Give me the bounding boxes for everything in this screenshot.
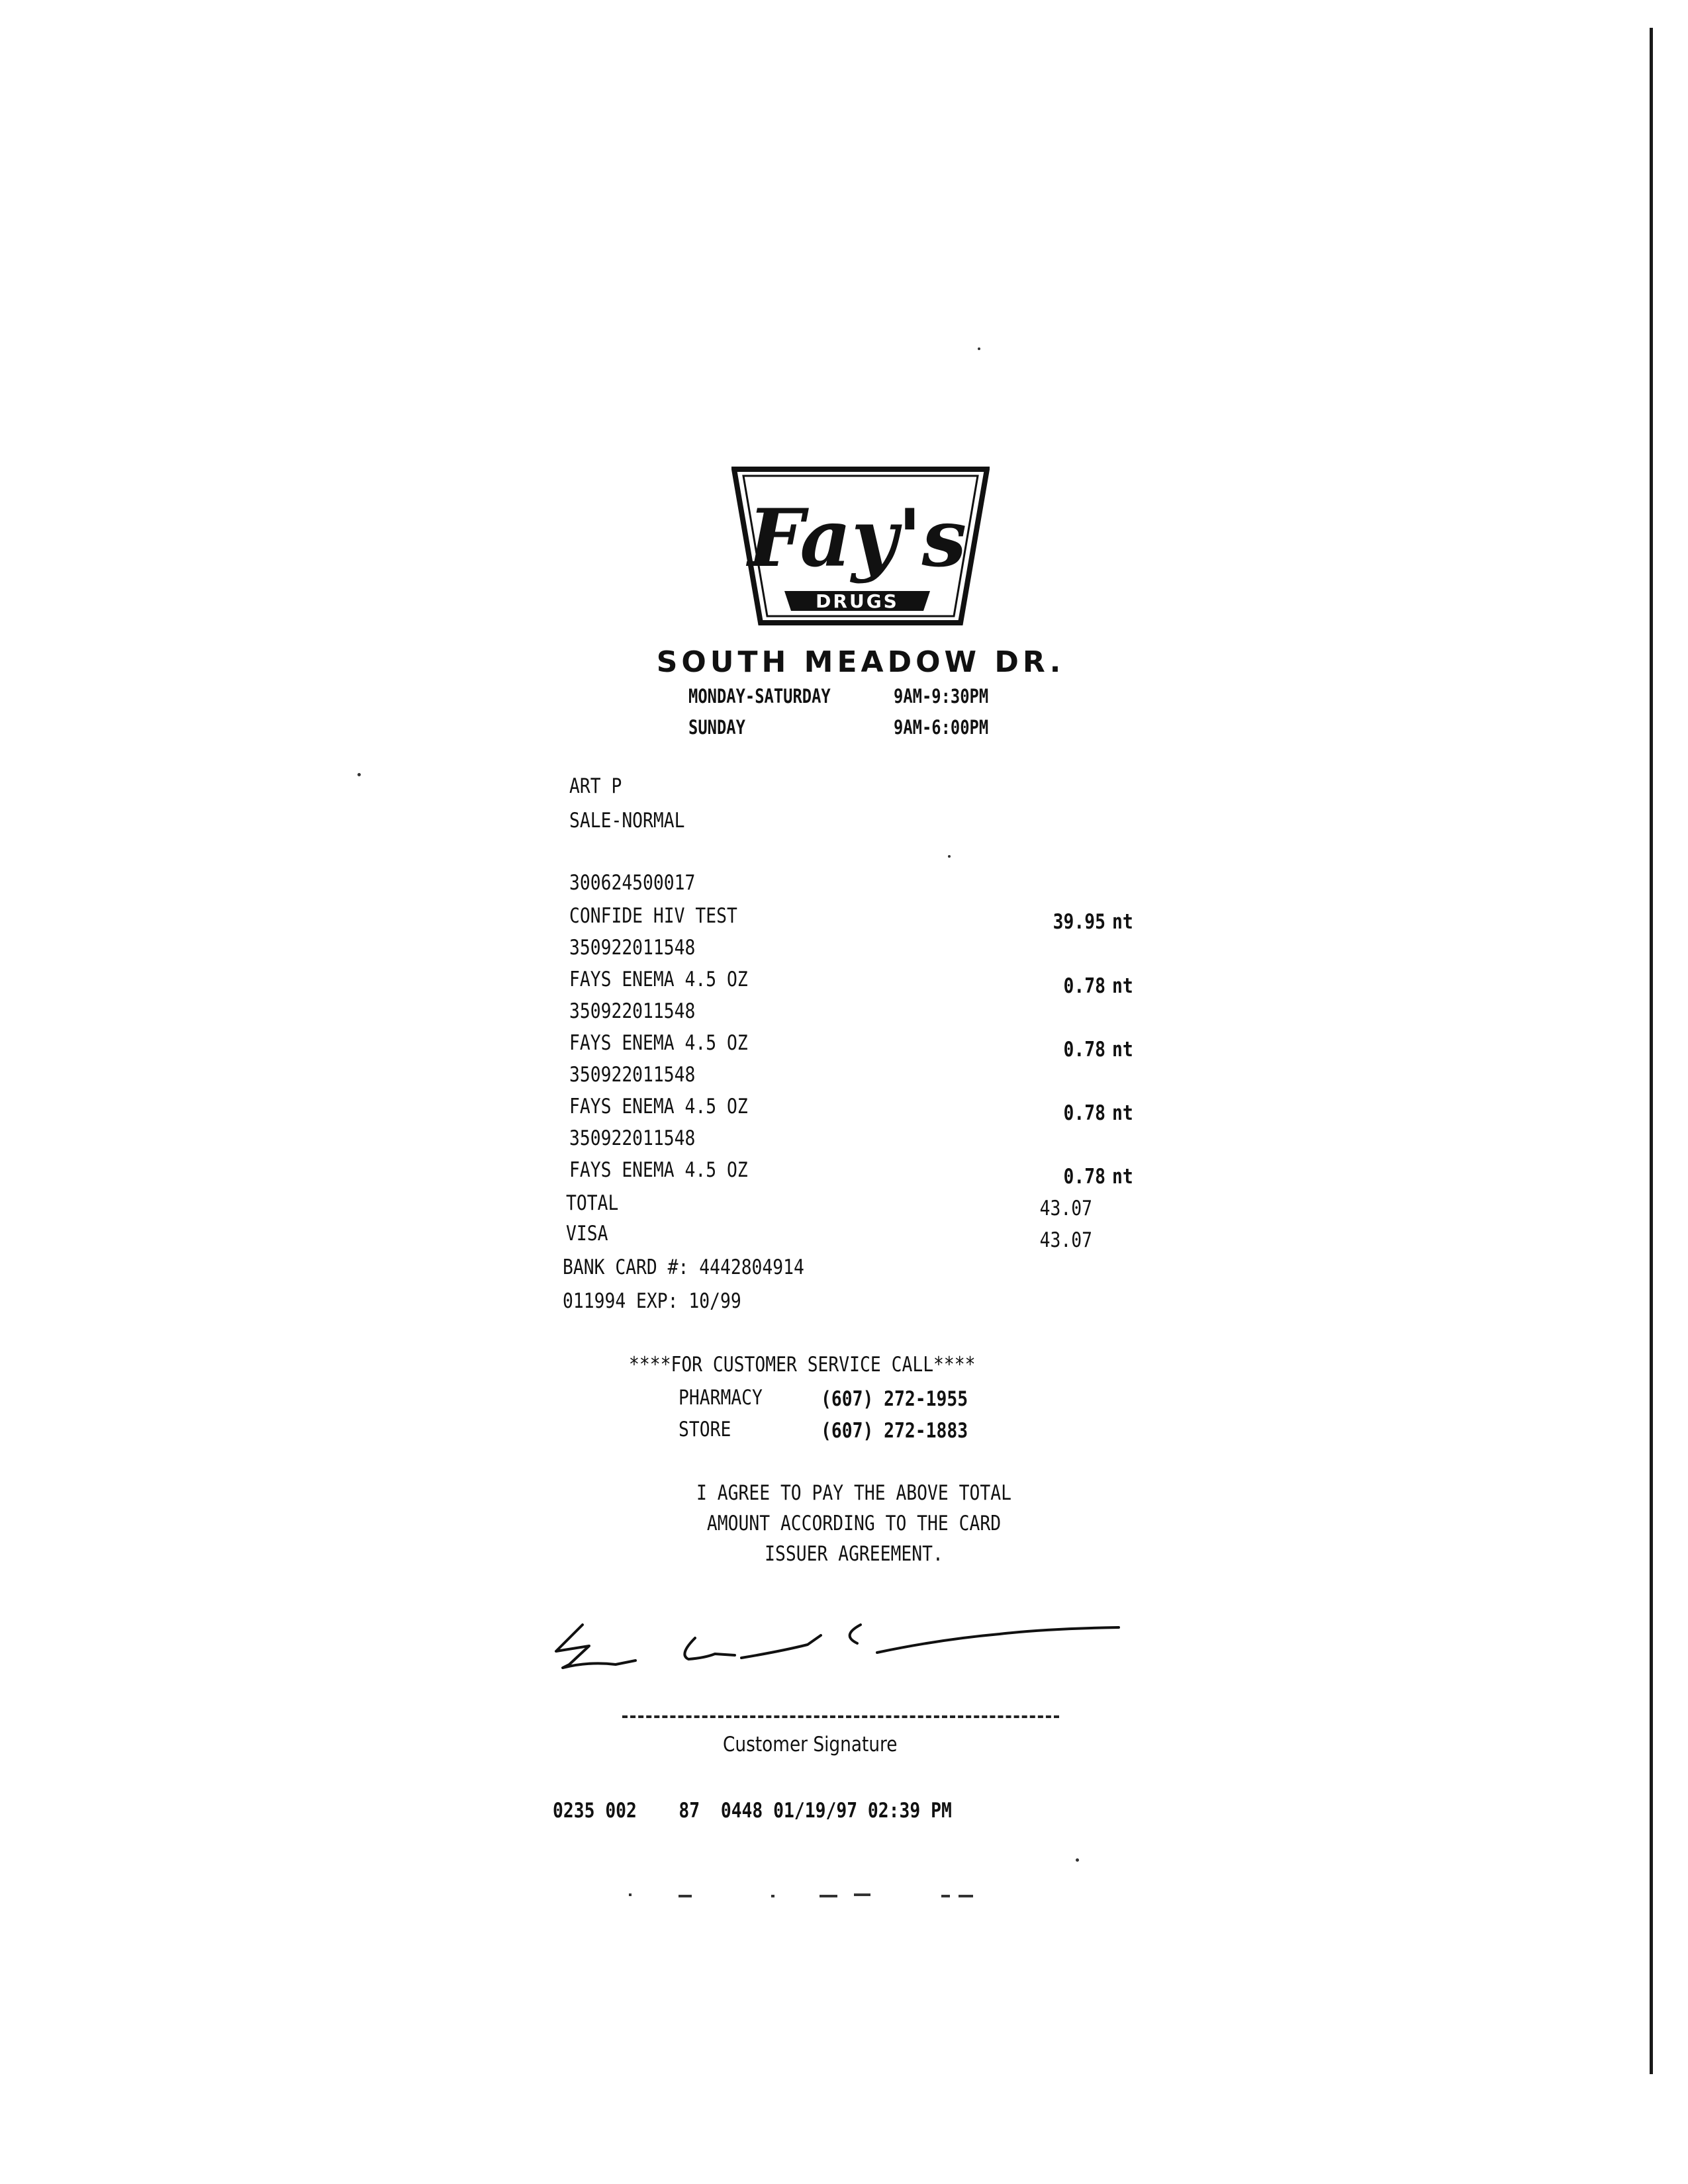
card-expiration: 011994 EXP: 10/99 (563, 1289, 741, 1313)
logo-banner-text: DRUGS (816, 590, 899, 612)
item-code: 350922011548 (569, 1063, 696, 1087)
item-description: FAYS ENEMA 4.5 OZ (569, 1031, 748, 1055)
cashier-name: ART P (569, 774, 622, 798)
hours-time-weekday: 9AM-9:30PM (894, 685, 989, 707)
agreement-line: AMOUNT ACCORDING TO THE CARD (706, 1512, 1002, 1535)
pharmacy-label: PHARMACY (679, 1386, 763, 1410)
item-tax-flag: nt (1112, 910, 1133, 934)
item-price: 0.78 (1063, 1038, 1105, 1062)
item-code: 350922011548 (569, 999, 696, 1023)
card-number: BANK CARD #: 4442804914 (563, 1255, 804, 1279)
store-phone: (607) 272-1883 (821, 1419, 968, 1443)
item-code: 300624500017 (569, 871, 696, 895)
item-price: 0.78 (1063, 974, 1105, 998)
item-description: FAYS ENEMA 4.5 OZ (569, 1158, 748, 1182)
handwritten-signature (543, 1598, 1125, 1698)
tender-value: 43.07 (1039, 1228, 1092, 1252)
customer-service-header: ****FOR CUSTOMER SERVICE CALL**** (629, 1353, 976, 1377)
scan-speck (978, 347, 980, 350)
item-description: FAYS ENEMA 4.5 OZ (569, 968, 748, 991)
signature-line (622, 1715, 1059, 1718)
item-description: CONFIDE HIV TEST (569, 904, 737, 928)
hours-days-sunday: SUNDAY (688, 716, 745, 739)
hours-time-sunday: 9AM-6:00PM (894, 716, 989, 739)
page-edge-line (1650, 28, 1653, 2074)
item-price: 39.95 (1053, 910, 1105, 934)
transaction-type: SALE-NORMAL (569, 809, 685, 833)
item-tax-flag: nt (1112, 974, 1133, 998)
store-label: STORE (679, 1418, 731, 1441)
total-label: TOTAL (566, 1191, 619, 1215)
agreement-line: ISSUER AGREEMENT. (765, 1542, 943, 1566)
scan-marks (622, 1889, 993, 1903)
fays-drugs-logo (731, 467, 990, 625)
tender-label: VISA (566, 1222, 608, 1246)
item-tax-flag: nt (1112, 1038, 1133, 1062)
item-tax-flag: nt (1112, 1165, 1133, 1189)
pharmacy-phone: (607) 272-1955 (821, 1387, 968, 1411)
item-description: FAYS ENEMA 4.5 OZ (569, 1095, 748, 1118)
scan-speck (948, 855, 951, 858)
hours-days-weekday: MONDAY-SATURDAY (688, 685, 831, 707)
store-name: SOUTH MEADOW DR. (656, 645, 1065, 679)
signature-label: Customer Signature (723, 1733, 898, 1756)
scan-speck (357, 773, 361, 776)
agreement-line: I AGREE TO PAY THE ABOVE TOTAL (696, 1481, 1011, 1505)
total-value: 43.07 (1039, 1197, 1092, 1220)
logo-script-text: Fay's (747, 492, 967, 585)
item-code: 350922011548 (569, 1126, 696, 1150)
item-price: 0.78 (1063, 1165, 1105, 1189)
item-price: 0.78 (1063, 1101, 1105, 1125)
item-tax-flag: nt (1112, 1101, 1133, 1125)
item-code: 350922011548 (569, 936, 696, 960)
receipt-footer: 0235 002 87 0448 01/19/97 02:39 PM (553, 1799, 952, 1823)
scan-speck (1076, 1858, 1079, 1862)
